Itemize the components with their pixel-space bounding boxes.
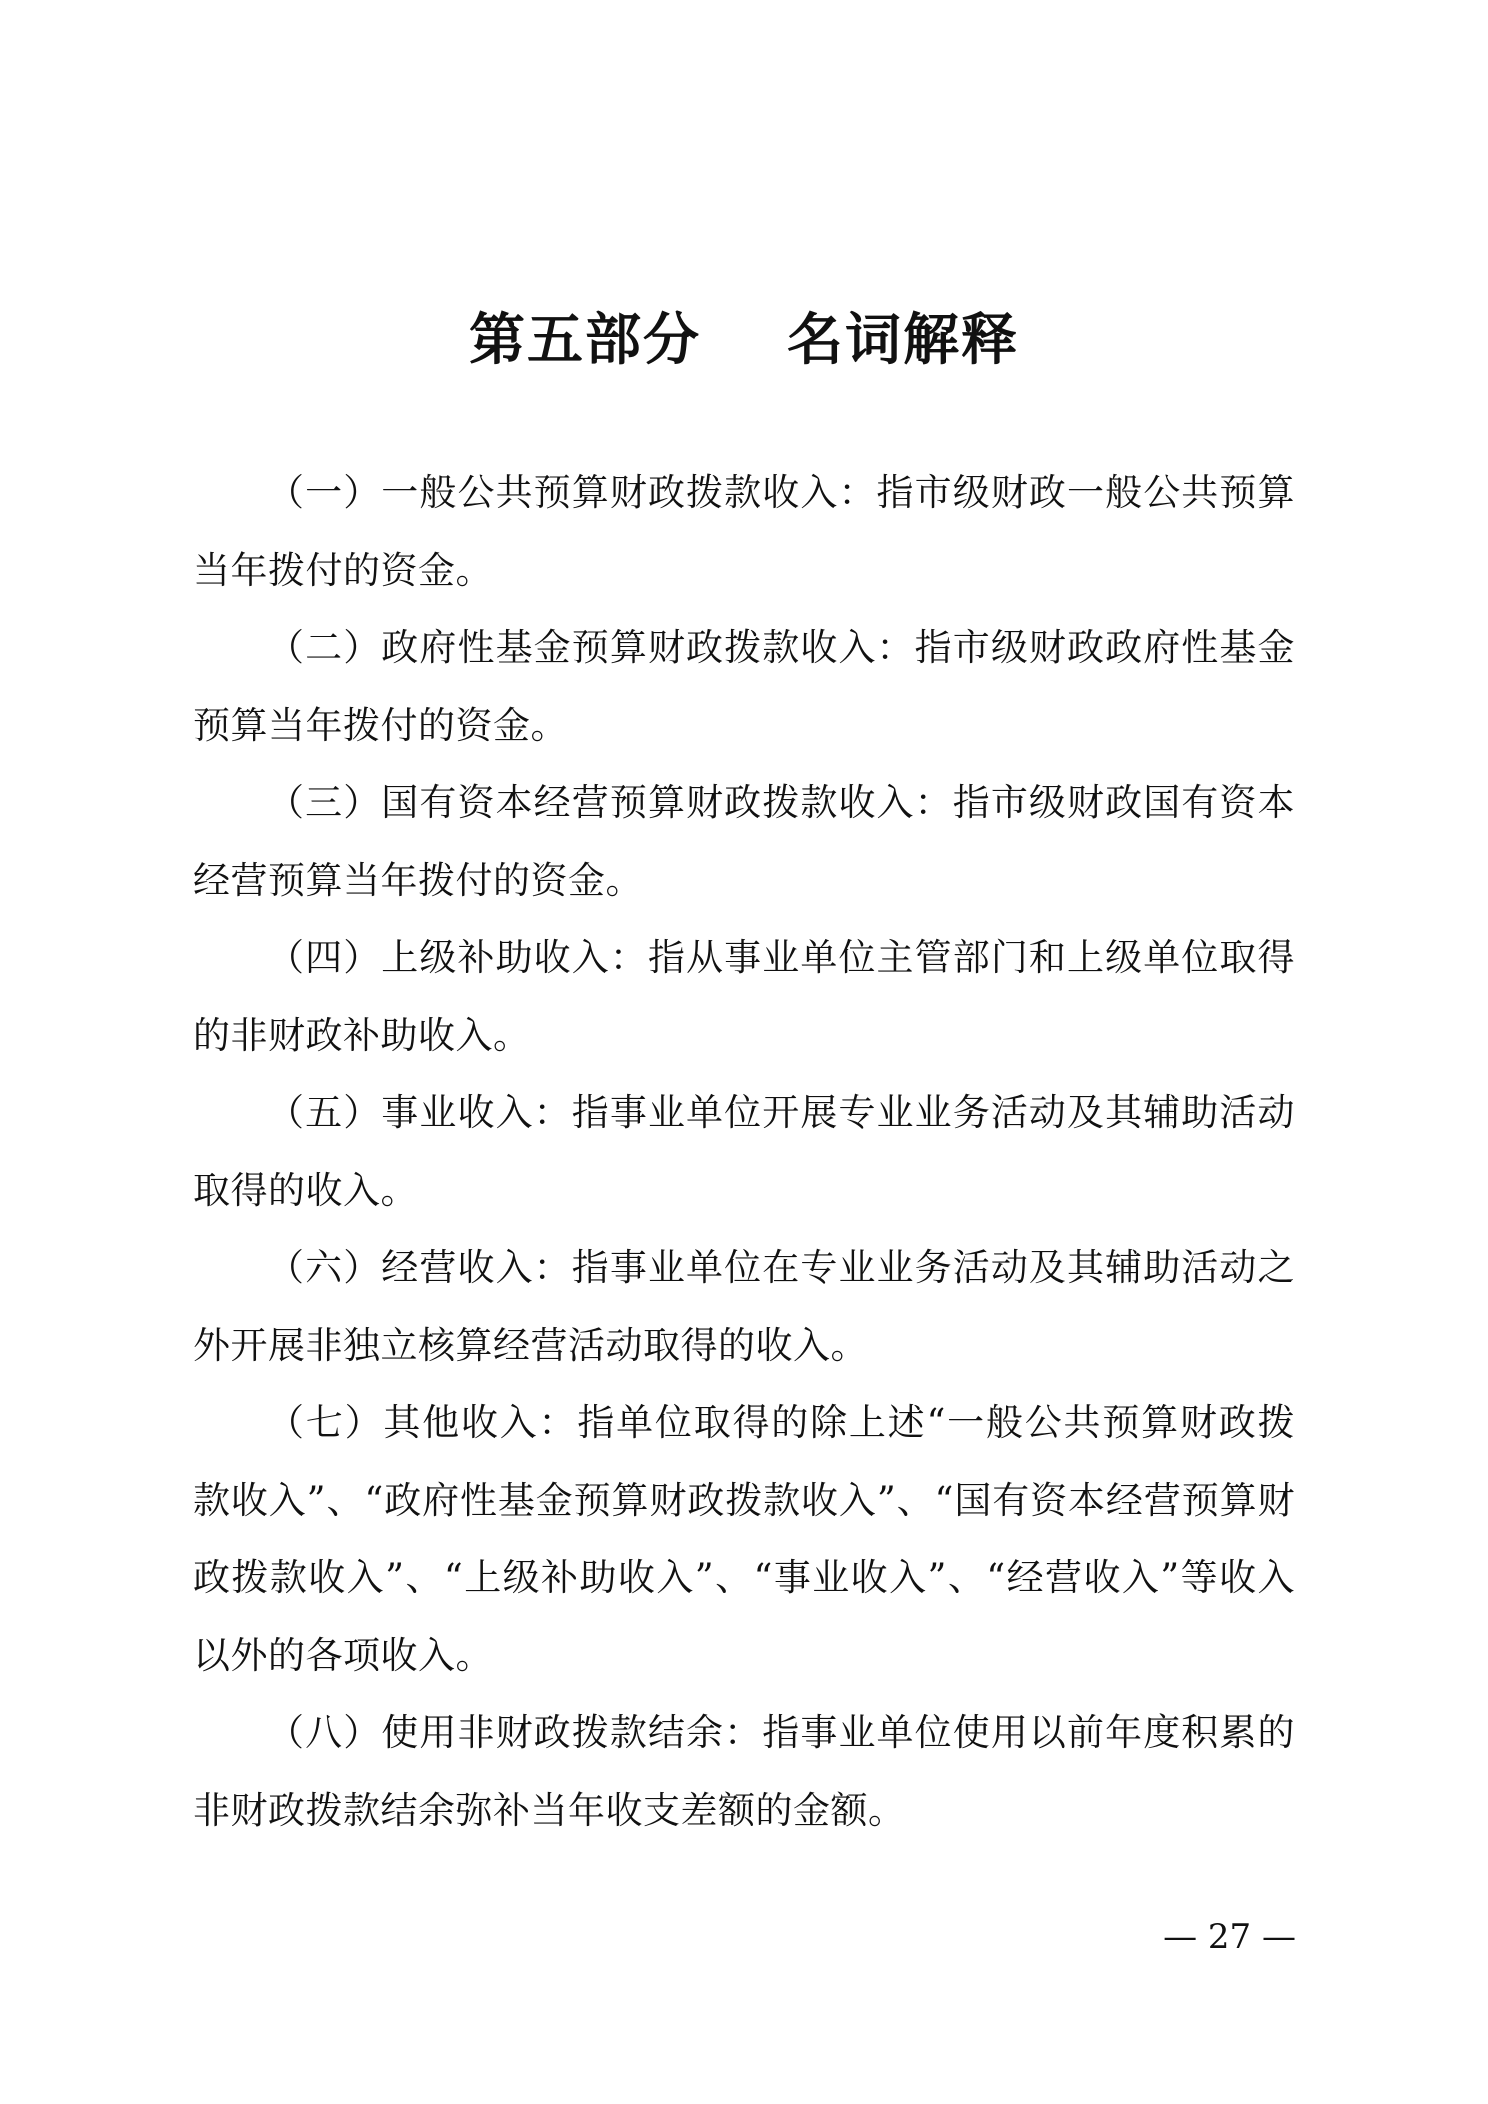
- term-item: （四）上级补助收入：指从事业单位主管部门和上级单位取得的非财政补助收入。: [193, 936, 1295, 1057]
- term-item: （五）事业收入：指事业单位开展专业业务活动及其辅助活动取得的收入。: [193, 1091, 1295, 1212]
- page-title: 第五部分 名词解释: [469, 306, 1019, 373]
- term-item: （八）使用非财政拨款结余：指事业单位使用以前年度积累的非财政拨款结余弥补当年收支差额的金额。: [193, 1711, 1295, 1832]
- term-item: （三）国有资本经营预算财政拨款收入：指市级财政国有资本经营预算当年拨付的资金。: [193, 781, 1295, 902]
- term-item: （六）经营收入：指事业单位在专业业务活动及其辅助活动之外开展非独立核算经营活动取得的收入。: [193, 1246, 1295, 1367]
- term-item: （二）政府性基金预算财政拨款收入：指市级财政政府性基金预算当年拨付的资金。: [193, 626, 1295, 747]
- term-list: [193, 454, 1295, 1849]
- page-number: — 27 —: [1163, 1917, 1296, 1957]
- term-item: （七）其他收入：指单位取得的除上述“一般公共预算财政拨款收入”、“政府性基金预算财政拨款收入”、“国有资本经营预算财政拨款收入”、“上级补助收入”、“事业收入”、“经营收入”等收入以外的各项收入。: [193, 1401, 1295, 1677]
- term-item: （一）一般公共预算财政拨款收入：指市级财政一般公共预算当年拨付的资金。: [193, 471, 1295, 592]
